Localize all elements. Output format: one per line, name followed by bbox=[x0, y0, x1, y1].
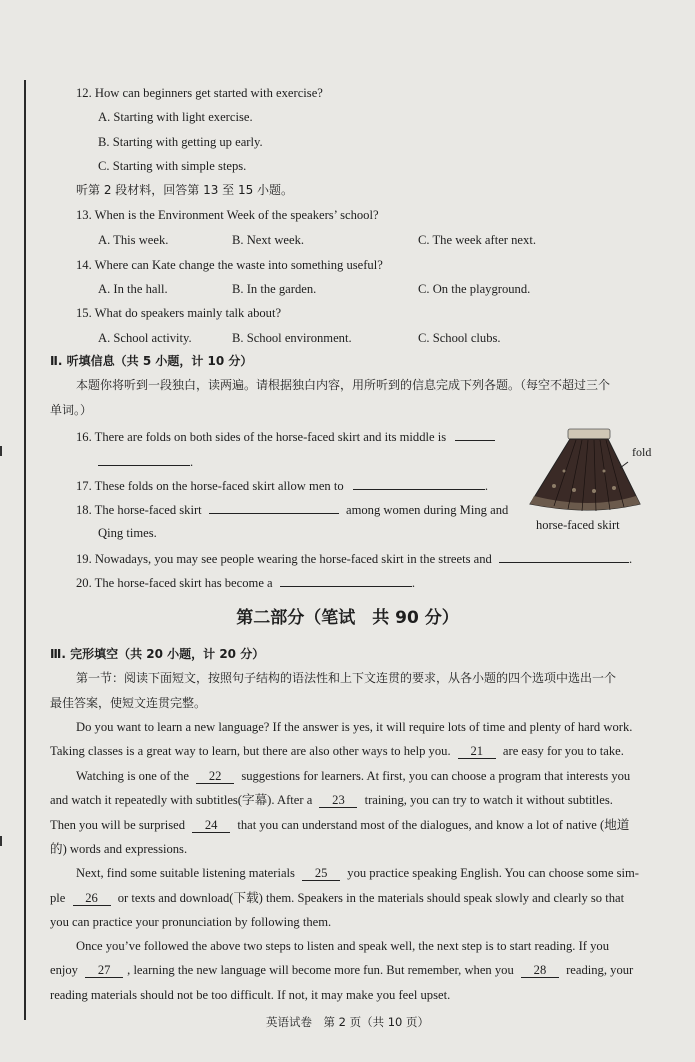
q14-stem: 14. Where can Kate change the waste into something useful? bbox=[76, 258, 383, 272]
q20-answer-blank[interactable] bbox=[280, 572, 412, 587]
section-3-instruction-cont: 最佳答案，使短文连贯完整。 bbox=[50, 696, 207, 710]
passage-p4-line1: Once you’ve followed the above two steps to listen and speak well, the next step is to start reading. If you bbox=[76, 939, 610, 953]
q12-option-c: C. Starting with simple steps. bbox=[98, 159, 247, 173]
q13-option-b: B. Next week. bbox=[232, 233, 305, 247]
q18-text: 18. The horse-faced skirt bbox=[76, 503, 202, 517]
passage-text: Watching is one of the bbox=[76, 769, 189, 783]
passage-text: reading, your bbox=[566, 963, 634, 977]
passage-p2-line1 bbox=[76, 767, 630, 785]
q19-end: . bbox=[628, 552, 633, 566]
section-3-heading: Ⅲ. 完形填空（共 20 小题，计 20 分） bbox=[50, 647, 265, 661]
instruction-section-2: 听第 2 段材料，回答第 13 至 15 小题。 bbox=[76, 183, 294, 197]
q12-option-a: A. Starting with light exercise. bbox=[98, 110, 253, 124]
q17-end: . bbox=[484, 479, 488, 493]
passage-p2-line4: 的) words and expressions. bbox=[50, 842, 188, 856]
margin-mark bbox=[0, 836, 8, 846]
passage-text: and watch it repeatedly with subtitles(字幕). After a bbox=[50, 793, 313, 807]
q15-stem: 15. What do speakers mainly talk about? bbox=[76, 306, 282, 320]
section-3-instruction: 第一节：阅读下面短文，按照句子结构的语法性和上下文连贯的要求，从各小题的四个选项中选出一个 bbox=[76, 671, 617, 685]
page-footer: 英语试卷 第 2 页（共 10 页） bbox=[265, 1015, 430, 1029]
passage-text: , learning the new language will become more fun. But remember, when you bbox=[127, 963, 514, 977]
q12-stem: 12. How can beginners get started with exercise? bbox=[76, 86, 323, 100]
blank-28[interactable]: 28 bbox=[521, 963, 559, 978]
skirt-waistband bbox=[568, 429, 610, 439]
passage-p3-line1 bbox=[76, 864, 639, 882]
q16-end: . bbox=[190, 455, 194, 469]
q13-option-a: A. This week. bbox=[98, 233, 169, 247]
passage-p4-line3: reading materials should not be too difficult. If not, it may make you feel upset. bbox=[50, 988, 451, 1002]
q18-answer-blank[interactable] bbox=[209, 499, 339, 514]
blank-21[interactable]: 21 bbox=[458, 744, 496, 759]
blank-23[interactable]: 23 bbox=[319, 793, 357, 808]
passage-text: are easy for you to take. bbox=[502, 744, 624, 758]
q16-answer-blank-cont[interactable] bbox=[98, 451, 190, 466]
blank-25[interactable]: 25 bbox=[302, 866, 340, 881]
passage-text: enjoy bbox=[50, 963, 78, 977]
passage-text: or texts and download(下载) them. Speakers in the materials should speak slowly and clearly so that bbox=[117, 891, 625, 905]
q16-answer-blank[interactable] bbox=[455, 426, 495, 441]
q18-cont: Qing times. bbox=[98, 526, 157, 540]
passage-p4-line2 bbox=[50, 961, 633, 979]
q14-option-a: A. In the hall. bbox=[98, 282, 168, 296]
section-2-instruction-cont: 单词。） bbox=[50, 403, 93, 417]
passage-text: suggestions for learners. At first, you can choose a program that interests you bbox=[241, 769, 631, 783]
q19-text: 19. Nowadays, you may see people wearing the horse-faced skirt in the streets and bbox=[76, 552, 492, 566]
q14-option-c: C. On the playground. bbox=[418, 282, 531, 296]
q17-answer-blank[interactable] bbox=[353, 475, 485, 490]
passage-p1-line1: Do you want to learn a new language? If the answer is yes, it will require lots of time and plenty of hard work. bbox=[76, 720, 633, 734]
part-2-title: 第二部分（笔试 共 90 分） bbox=[236, 608, 459, 628]
q20-text: 20. The horse-faced skirt has become a bbox=[76, 576, 273, 590]
q19 bbox=[76, 548, 632, 568]
binding-margin-line bbox=[24, 80, 26, 1020]
q16-text: 16. There are folds on both sides of the horse-faced skirt and its middle is bbox=[76, 430, 447, 444]
section-2-heading: Ⅱ. 听填信息（共 5 小题，计 10 分） bbox=[50, 354, 253, 368]
q20 bbox=[76, 572, 415, 592]
q15-option-c: C. School clubs. bbox=[418, 331, 501, 345]
passage-text: training, you can try to watch it without subtitles. bbox=[364, 793, 613, 807]
q16-cont bbox=[98, 451, 193, 471]
q19-answer-blank[interactable] bbox=[499, 548, 629, 563]
blank-24[interactable]: 24 bbox=[192, 818, 230, 833]
q13-stem: 13. When is the Environment Week of the speakers’ school? bbox=[76, 208, 379, 222]
passage-text: ple bbox=[50, 891, 66, 905]
q18-mid: among women during Ming and bbox=[345, 503, 509, 517]
q15-option-b: B. School environment. bbox=[232, 331, 352, 345]
passage-text: Taking classes is a great way to learn, but there are also other ways to help you. bbox=[50, 744, 451, 758]
passage-p3-line3: you can practice your pronunciation by following them. bbox=[50, 915, 332, 929]
passage-text: Next, find some suitable listening materials bbox=[76, 866, 295, 880]
passage-p2-line2 bbox=[50, 791, 613, 809]
passage-p1-line2 bbox=[50, 742, 624, 760]
q12-option-b: B. Starting with getting up early. bbox=[98, 135, 263, 149]
q17 bbox=[76, 475, 488, 495]
q13-option-c: C. The week after next. bbox=[418, 233, 536, 247]
passage-text: that you can understand most of the dialogues, and know a lot of native (地道 bbox=[237, 818, 630, 832]
blank-27[interactable]: 27 bbox=[85, 963, 123, 978]
passage-p2-line3 bbox=[50, 816, 629, 834]
skirt-caption: horse-faced skirt bbox=[536, 518, 620, 532]
q17-text: 17. These folds on the horse-faced skirt allow men to bbox=[76, 479, 344, 493]
section-2-instruction: 本题你将听到一段独白，读两遍。请根据独白内容，用所听到的信息完成下列各题。（每空不超过三个 bbox=[76, 378, 611, 392]
q15-option-a: A. School activity. bbox=[98, 331, 192, 345]
margin-mark bbox=[0, 446, 8, 456]
q14-option-b: B. In the garden. bbox=[232, 282, 317, 296]
passage-p3-line2 bbox=[50, 889, 624, 907]
passage-text: you practice speaking English. You can choose some sim- bbox=[347, 866, 639, 880]
passage-text: Then you will be surprised bbox=[50, 818, 186, 832]
blank-26[interactable]: 26 bbox=[73, 891, 111, 906]
q16 bbox=[76, 426, 495, 446]
blank-22[interactable]: 22 bbox=[196, 769, 234, 784]
q18 bbox=[76, 499, 508, 519]
q20-end: . bbox=[411, 576, 415, 590]
horse-faced-skirt-illustration bbox=[524, 426, 664, 518]
fold-label: fold bbox=[632, 445, 652, 459]
